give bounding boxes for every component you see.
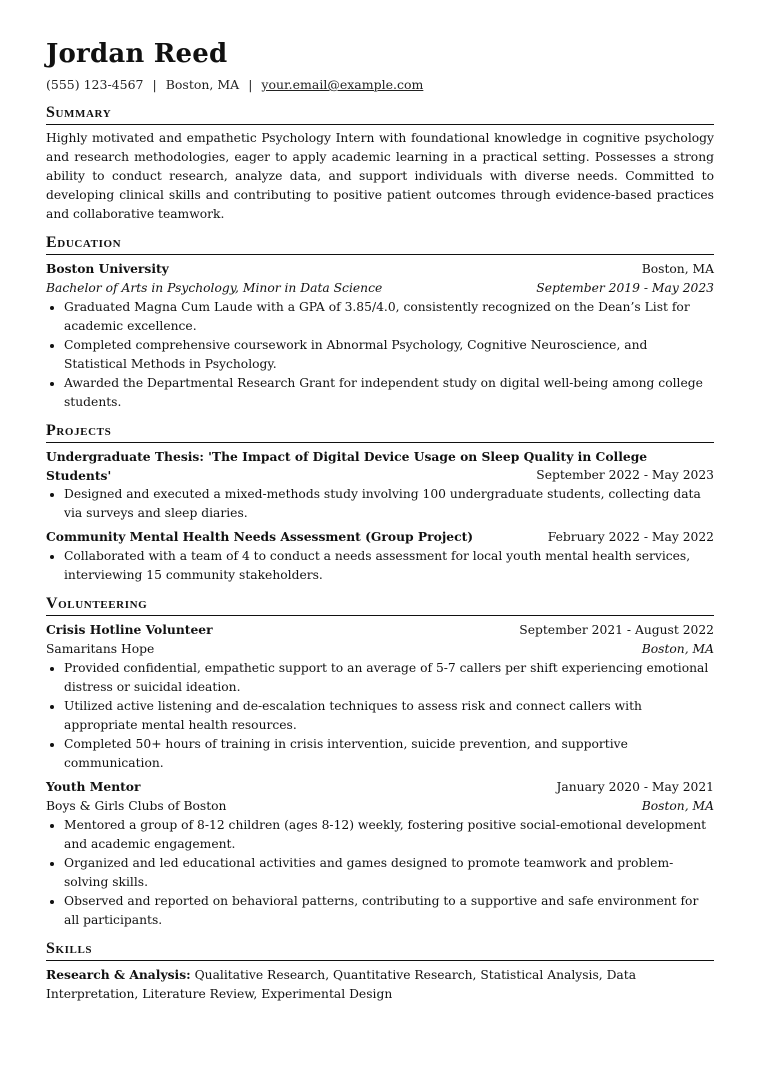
skills-text: Qualitative Research, Quantitative Research, Statistical Analysis, Data Interpretation, Literature Review, Experimental Design xyxy=(46,968,637,1001)
contact-separator: | xyxy=(248,77,253,92)
volunteer-role: Youth Mentor xyxy=(46,779,141,794)
list-item: • Utilized active listening and de-escalation techniques to assess risk and connect callers with appropriate mental health resources. xyxy=(64,697,714,735)
project-bullets xyxy=(46,485,714,523)
project-title-text: Undergraduate Thesis: 'The Impact of Digital Device Usage on Sleep Quality in College Students' xyxy=(46,449,648,483)
contact-line xyxy=(46,76,714,94)
education-entry xyxy=(46,259,714,412)
education-heading: Education xyxy=(46,234,714,255)
summary-text: Highly motivated and empathetic Psychology Intern with foundational knowledge in cognitive psychology and research methodologies, eager to apply academic learning in a practical setting. Possesses a strong ability to conduct research, analyze data, and support individuals with diverse needs. Committed to developing clinical skills and contributing to positive patient outcomes through evidence-based practices and collaborative teamwork. xyxy=(46,131,714,221)
volunteer-org: Boys & Girls Clubs of Boston xyxy=(46,799,227,813)
list-item: • Completed comprehensive coursework in Abnormal Psychology, Cognitive Neuroscience, and Statistical Methods in Psychology. xyxy=(64,336,714,374)
project-bullets xyxy=(46,547,714,585)
candidate-name: Jordan Reed xyxy=(46,39,228,69)
list-item: • Organized and led educational activities and games designed to promote teamwork and problem-solving skills. xyxy=(64,854,714,892)
contact-email-link[interactable]: your.email@example.com xyxy=(261,77,424,92)
school-name: Boston University xyxy=(46,261,169,276)
volunteer-role: Crisis Hotline Volunteer xyxy=(46,622,213,637)
list-item: • Collaborated with a team of 4 to conduct a needs assessment for local youth mental health services, interviewing 15 community stakeholders. xyxy=(64,547,714,585)
education-dates: September 2019 - May 2023 xyxy=(536,281,714,295)
volunteer-bullets xyxy=(46,659,714,773)
contact-separator: | xyxy=(152,77,157,92)
degree-name: Bachelor of Arts in Psychology, Minor in Data Science xyxy=(46,281,383,295)
list-item: • Mentored a group of 8-12 children (ages 8-12) weekly, fostering positive social-emotional development and academic engagement. xyxy=(64,816,714,854)
volunteer-entry xyxy=(46,777,714,930)
project-dates: February 2022 - May 2022 xyxy=(547,530,714,544)
project-title xyxy=(46,447,714,485)
volunteer-bullets xyxy=(46,816,714,930)
project-entry xyxy=(46,527,714,585)
project-entry xyxy=(46,447,714,523)
list-item: • Observed and reported on behavioral patterns, contributing to a supportive and safe environment for all participants. xyxy=(64,892,714,930)
skills-heading: Skills xyxy=(46,940,714,961)
summary-heading: Summary xyxy=(46,104,714,125)
volunteer-location: Boston, MA xyxy=(641,799,714,813)
list-item: • Graduated Magna Cum Laude with a GPA of 3.85/4.0, consistently recognized on the Dean’s List for academic excellence. xyxy=(64,298,714,336)
contact-phone: (555) 123-4567 xyxy=(46,77,144,92)
list-item: • Provided confidential, empathetic support to an average of 5-7 callers per shift experiencing emotional distress or suicidal ideation. xyxy=(64,659,714,697)
projects-heading: Projects xyxy=(46,422,714,443)
list-item: • Completed 50+ hours of training in crisis intervention, suicide prevention, and supportive communication. xyxy=(64,735,714,773)
volunteer-dates: January 2020 - May 2021 xyxy=(556,780,714,794)
volunteering-heading: Volunteering xyxy=(46,595,714,616)
volunteer-dates: September 2021 - August 2022 xyxy=(519,623,714,637)
volunteer-location: Boston, MA xyxy=(641,642,714,656)
project-dates: September 2022 - May 2023 xyxy=(536,468,714,482)
project-title: Community Mental Health Needs Assessment (Group Project) xyxy=(46,529,474,544)
list-item: • Awarded the Departmental Research Grant for independent study on digital well-being among college students. xyxy=(64,374,714,412)
skills-label: Research & Analysis: xyxy=(46,967,191,982)
list-item: • Designed and executed a mixed-methods study involving 100 undergraduate students, collecting data via surveys and sleep diaries. xyxy=(64,485,714,523)
volunteer-org: Samaritans Hope xyxy=(46,642,155,656)
contact-location: Boston, MA xyxy=(165,77,240,92)
education-bullets xyxy=(46,298,714,412)
school-location: Boston, MA xyxy=(641,262,714,276)
volunteer-entry xyxy=(46,620,714,773)
skills-line xyxy=(46,965,714,1004)
